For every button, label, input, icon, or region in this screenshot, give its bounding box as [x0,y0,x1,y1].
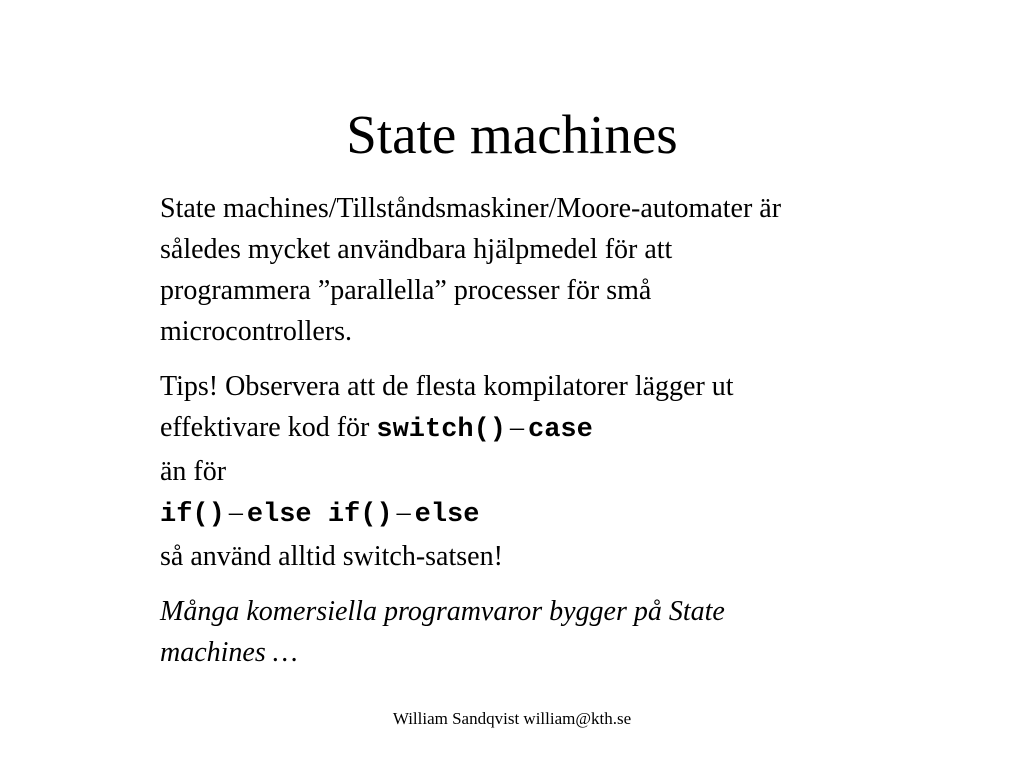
intro-line-3: programmera ”parallella” processer för små [160,275,652,306]
tips-line-4 [160,492,960,536]
commercial-line-2: machines … [160,637,298,668]
intro-line-1: State machines/Tillståndsmaskiner/Moore-automater är [160,193,782,224]
code-case: case [528,415,593,445]
code-switch: switch() [376,415,507,445]
paragraph-tips [160,366,960,577]
dash-3: – [396,497,411,528]
tips-line-5: så använd alltid switch-satsen! [160,541,503,572]
code-if: if() [160,500,225,530]
tips-line-3: än för [160,456,227,487]
intro-line-2: således mycket användbara hjälpmedel för att [160,234,673,265]
code-else: else [414,500,480,530]
intro-line-4: microcontrollers. [160,316,353,347]
dash-2: – [228,497,243,528]
slide-footer: William Sandqvist william@kth.se [392,709,632,728]
dash-1: – [510,412,525,443]
tips-line-1: Tips! Observera att de flesta kompilatorer lägger ut [160,371,734,402]
code-else-if: else if() [246,500,393,530]
tips-line-2 [160,407,960,451]
slide-body [160,188,960,673]
paragraph-commercial [160,591,960,673]
paragraph-intro [160,188,960,352]
tips-line-2-text: effektivare kod för [160,412,377,443]
slide-title: State machines [346,104,678,165]
commercial-line-1: Många komersiella programvaror bygger på State [160,596,725,627]
